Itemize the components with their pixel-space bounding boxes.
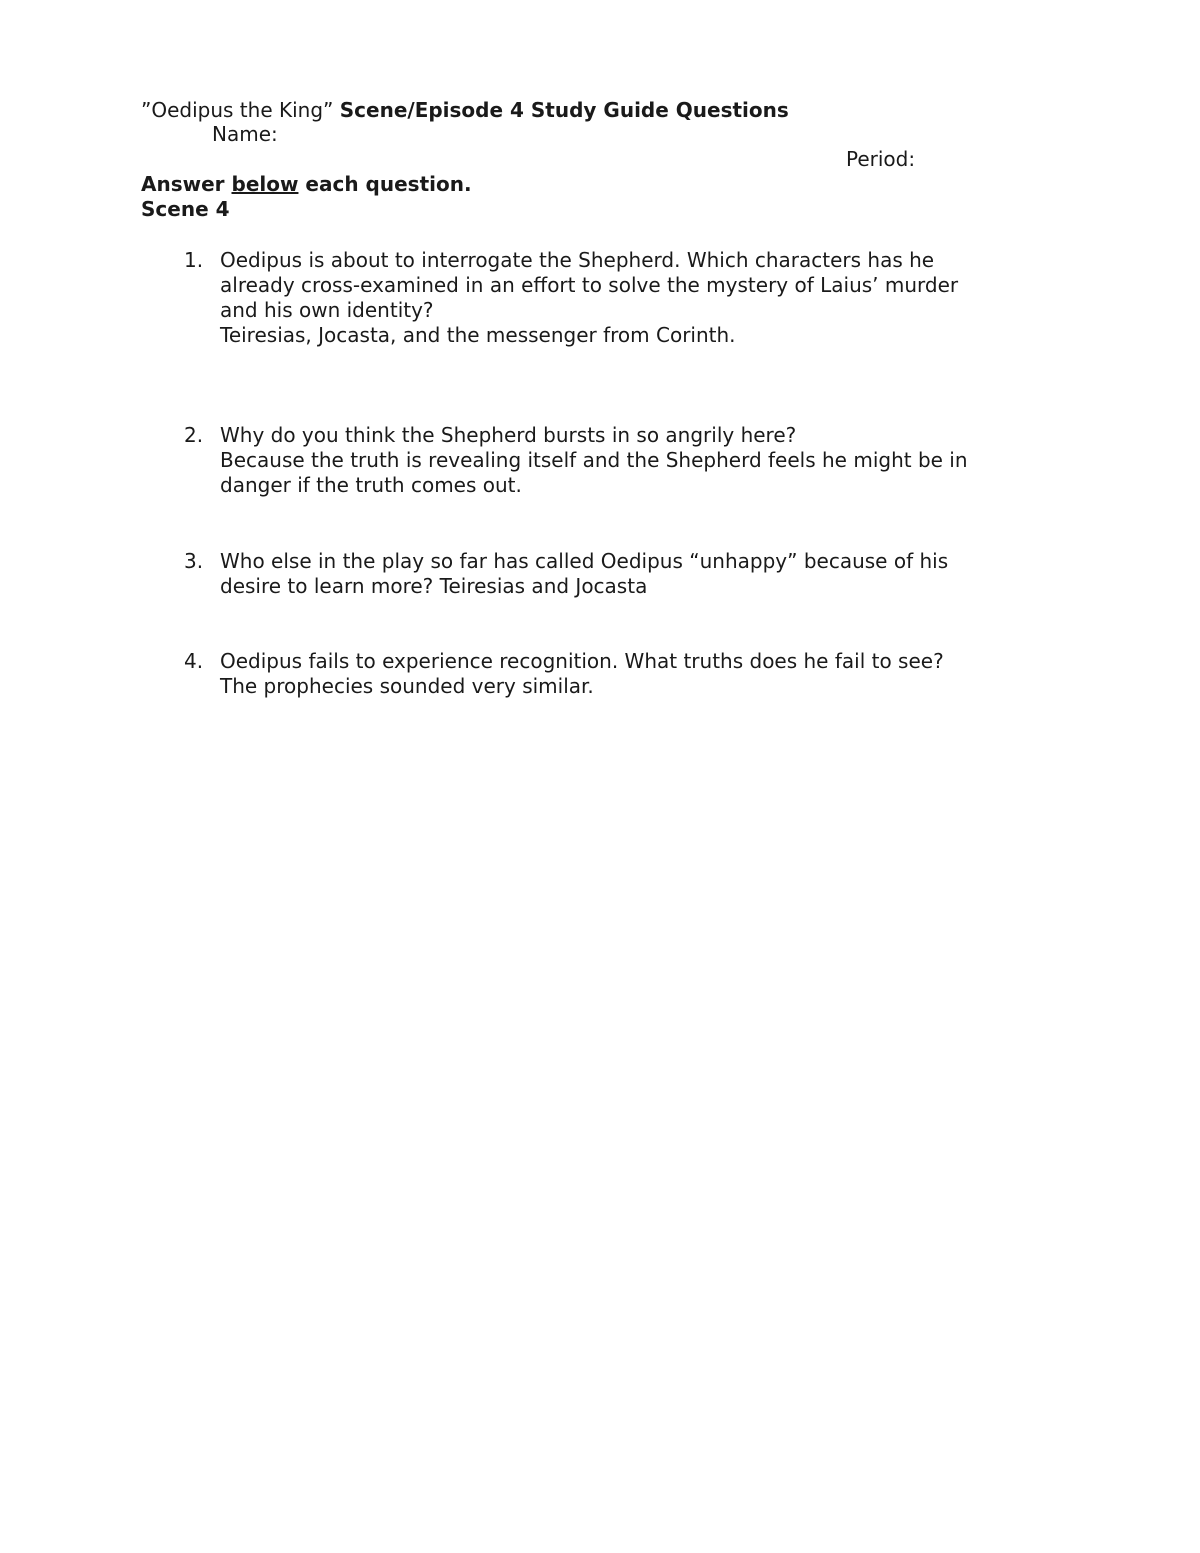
question-line: desire to learn more? Teiresias and Jocasta [220, 574, 648, 598]
instructions [141, 172, 472, 197]
question-text [220, 549, 1040, 599]
answer-line: Because the truth is revealing itself and the Shepherd feels he might be in [220, 448, 968, 472]
question-line: Oedipus is about to interrogate the Shepherd. Which characters has he [220, 248, 935, 272]
title-play-name: ”Oedipus the King” [141, 98, 334, 122]
question-number: 1. [184, 248, 204, 272]
instructions-suffix: each question. [305, 172, 472, 196]
question-line: Oedipus fails to experience recognition. What truths does he fail to see? [220, 649, 944, 673]
period-label: Period: [846, 147, 916, 171]
answer-line: The prophecies sounded very similar. [220, 674, 594, 698]
answer-line: Teiresias, Jocasta, and the messenger from Corinth. [220, 323, 736, 347]
question-line: Who else in the play so far has called Oedipus “unhappy” because of his [220, 549, 949, 573]
question-line: Why do you think the Shepherd bursts in so angrily here? [220, 423, 797, 447]
question-text [220, 649, 1040, 699]
question-line: and his own identity? [220, 298, 434, 322]
question-line: already cross-examined in an effort to solve the mystery of Laius’ murder [220, 273, 959, 297]
question-number: 4. [184, 649, 204, 673]
instructions-prefix: Answer [141, 172, 225, 196]
question-number: 2. [184, 423, 204, 447]
document-title [141, 96, 789, 124]
scene-heading: Scene 4 [141, 197, 230, 221]
question-number: 3. [184, 549, 204, 573]
instructions-underlined: below [231, 172, 299, 196]
question-text [220, 423, 1040, 498]
answer-line: danger if the truth comes out. [220, 473, 522, 497]
title-guide-name: Scene/Episode 4 Study Guide Questions [339, 98, 789, 122]
question-text [220, 248, 1040, 348]
name-label: Name: [212, 122, 278, 146]
